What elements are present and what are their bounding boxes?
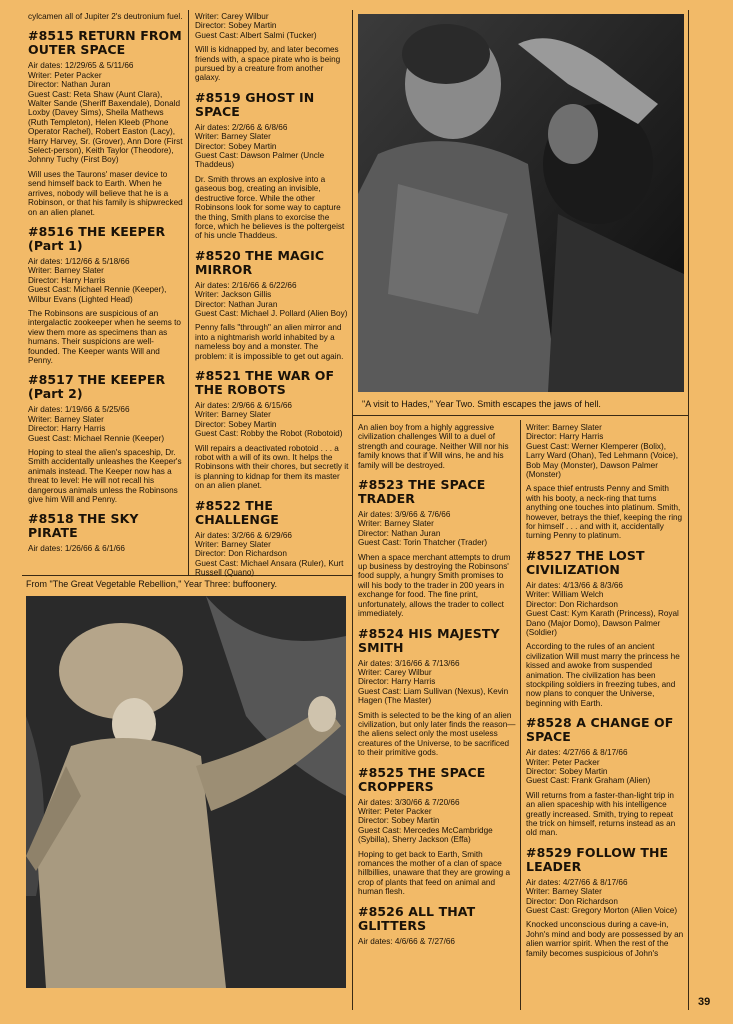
air-dates: Air dates: 3/30/66 & 7/20/66 [358,797,460,807]
synopsis: Hoping to steal the alien's spaceship, Dr. Smith accidentally unleashes the Keeper's animals instead. The Keeper now has a threat to level: He will not recall his dangerous animals unless the Robinsons give him Will and Penny. [28,448,182,505]
director: Director: Harry Harris [28,275,106,285]
air-dates: Air dates: 2/2/66 & 6/8/66 [195,122,288,132]
episode-title: #8519 GHOST IN SPACE [195,89,315,119]
column-1 [28,12,184,554]
caption-rule [352,415,688,416]
synopsis: The Robinsons are suspicious of an intergalactic zookeeper when he seems to view them more as specimens than as humans. Their suspicions are well-founded. The Keeper wants Will and Penny. [28,308,181,365]
guest-cast: Guest Cast: Reta Shaw (Aunt Clara), Walter Sande (Sheriff Baxendale), Donald Loxby (Davey Sims), Sheila Mathews (Ruth Templeton), Helen Kleeb (Phone Operator Rachel), Robert Easton (Lacy), Harry Harvey, Sr. (Grover), Ann Dore (First Select-person), Keith Taylor (Theodore), Johnny Tuchy (First Boy) [28,89,183,165]
writer: Writer: Barney Slater [526,423,602,432]
synopsis: Dr. Smith throws an explosive into a gaseous bog, creating an invisible, destructive force. While the other Robinsons look for some way to capture the thing, Smith plans to exorcise the force, which he believes is the poltergeist of his uncle Thaddeus. [195,174,345,241]
column-3 [358,423,516,946]
episode-title: #8525 THE SPACE CROPPERS [358,764,486,794]
writer: Writer: Barney Slater [195,540,271,550]
guest-cast: Guest Cast: Robby the Robot (Robotoid) [195,429,343,439]
guest-cast: Guest Cast: Albert Salmi (Tucker) [195,30,317,40]
director: Director: Don Richardson [526,896,618,906]
air-dates: Air dates: 4/6/66 & 7/27/66 [358,936,455,946]
director: Director: Nathan Juran [358,528,441,538]
synopsis: Hoping to get back to Earth, Smith romances the mother of a clan of space hillbillies, unaware that they are growing a crop of plants that feed on animal and human flesh. [358,849,511,897]
episode-title: #8524 HIS MAJESTY SMITH [358,625,500,655]
writer: Writer: Jackson Gillis [195,290,272,300]
synopsis: Will is kidnapped by, and later becomes friends with, a space pirate who is being pursued by a creature from another galaxy. [195,45,341,83]
director: Director: Sobey Martin [195,21,277,31]
air-dates: Air dates: 3/2/66 & 6/29/66 [195,530,292,540]
writer: Writer: Barney Slater [358,519,434,529]
synopsis: Will repairs a deactivated robotoid . . . a robot with a will of its own. It helps the Robinsons with their chores, but secretly it is planning to kidnap for them its master on an alien planet. [195,443,349,491]
episode-entry [358,766,516,897]
guest-cast: Guest Cast: Frank Graham (Alien) [526,776,651,786]
air-dates: Air dates: 2/16/66 & 6/22/66 [195,280,297,290]
synopsis: When a space merchant attempts to drum up business by destroying the Robinsons' food supply, a hungry Smith promises to will his body to the trader in 200 years in exchange for food. The fine print, unfortunately, allows the trader to collect immediately. [358,552,511,619]
writer: Writer: Peter Packer [526,757,600,767]
episode-title: #8515 RETURN FROM OUTER SPACE [28,28,182,58]
director: Director: Nathan Juran [28,80,111,90]
page-number: 39 [698,996,711,1008]
episode-entry [28,225,184,365]
episode-title: #8521 THE WAR OF THE ROBOTS [195,367,335,397]
guest-cast: Guest Cast: Mercedes McCambridge (Sybilla), Sherry Jackson (Effa) [358,825,493,845]
photo-vegetable [26,596,346,988]
column-2 [195,12,349,578]
episode-entry [195,249,349,361]
column-4 [526,423,684,958]
guest-cast: Guest Cast: Michael Ansara (Ruler), Kurt Russell (Quano) [195,558,344,578]
air-dates: Air dates: 4/13/66 & 8/3/66 [526,580,623,590]
writer: Writer: Carey Wilbur [195,12,269,21]
director: Director: Harry Harris [526,432,604,442]
episode-entry [526,716,684,838]
photo-hades [358,14,684,392]
guest-cast: Guest Cast: Gregory Morton (Alien Voice) [526,906,678,916]
episode-entry [28,373,184,504]
director: Director: Sobey Martin [358,816,440,826]
guest-cast: Guest Cast: Torin Thatcher (Trader) [358,538,488,548]
writer: Writer: Peter Packer [358,806,432,816]
guest-cast: Guest Cast: Michael J. Pollard (Alien Boy) [195,308,348,318]
guest-cast: Guest Cast: Kym Karath (Princess), Royal Dano (Major Domo), Dawson Palmer (Soldier) [526,609,679,637]
guest-cast: Guest Cast: Dawson Palmer (Uncle Thaddeus) [195,151,325,170]
synopsis: Penny falls "through" an alien mirror and into a nightmarish world inhabited by a nameless boy and a monster. The problem: it is impossible to get out again. [195,323,344,361]
episode-entry [28,29,184,217]
synopsis: According to the rules of an ancient civilization Will must marry the princess he kissed and awoke from suspended animation. The civilization has been stockpiling soldiers in freezing tubes, and now plans to conquer the Universe, beginning with Earth. [526,642,680,708]
air-dates: Air dates: 12/29/65 & 5/11/66 [28,61,134,71]
episode-title: #8527 THE LOST CIVILIZATION [526,547,645,577]
air-dates: Air dates: 1/12/66 & 5/18/66 [28,256,130,266]
writer: Writer: Barney Slater [28,414,104,424]
photo-vegetable-caption: From "The Great Vegetable Rebellion," Year Three: buffoonery. [26,579,278,589]
guest-cast: Guest Cast: Michael Rennie (Keeper), Wilbur Evans (Lighted Head) [28,285,167,304]
writer: Writer: Barney Slater [195,132,271,142]
episode-title: #8516 THE KEEPER (Part 1) [28,223,166,253]
photo-hades-caption: "A visit to Hades," Year Two. Smith escapes the jaws of hell. [362,399,601,409]
column-rule [352,10,353,1010]
episode-title: #8517 THE KEEPER (Part 2) [28,372,166,402]
guest-cast: Guest Cast: Werner Klemperer (Bolix), Larry Ward (Ohan), Ted Lehmann (Voice), Bob May (Monster), Dawson Palmer (Monster) [526,441,678,480]
episode-title: #8526 ALL THAT GLITTERS [358,903,476,933]
guest-cast: Guest Cast: Liam Sullivan (Nexus), Kevin Hagen (The Master) [358,686,509,706]
director: Director: Harry Harris [28,424,106,434]
episode-entry [195,499,349,578]
director: Director: Sobey Martin [195,419,277,429]
air-dates: Air dates: 4/27/66 & 8/17/66 [526,748,628,758]
continued-text: cylcamen all of Jupiter 2's deutronium fuel. [28,12,183,21]
column-rule [188,10,189,575]
air-dates: Air dates: 2/9/66 & 6/15/66 [195,400,292,410]
episode-entry [195,369,349,491]
episode-title: #8528 A CHANGE OF SPACE [526,715,674,745]
synopsis: A space thief entrusts Penny and Smith with his booty, a neck-ring that turns anything one touches into platinum. Smith, however, betrays the thief, keeping the ring for himself . . . and with it, accidentally turning Penny to platinum. [526,484,683,541]
synopsis: An alien boy from a highly aggressive civilization challenges Will to a duel of strength and courage. Neither Will nor his family knows that if Will wins, he and his family will be destroyed. [358,423,509,470]
episode-title: #8523 THE SPACE TRADER [358,477,486,507]
director: Director: Sobey Martin [195,141,277,151]
episode-title: #8529 FOLLOW THE LEADER [526,844,669,874]
air-dates: Air dates: 1/26/66 & 6/1/66 [28,544,125,554]
episode-title: #8518 THE SKY PIRATE [28,511,139,541]
episode-title: #8522 THE CHALLENGE [195,497,279,527]
synopsis: Knocked unconscious during a cave-in, John's mind and body are possessed by an alien warrior spirit. When the rest of the family becomes suspicious of John's [526,920,684,958]
writer: Writer: Barney Slater [526,887,602,897]
episode-entry [358,627,516,758]
writer: Writer: Peter Packer [28,70,102,80]
synopsis: Will uses the Taurons' maser device to send himself back to Earth. When he arrives, nobody will believe that he is a Robinson, or that his family is shipwrecked on an alien planet. [28,169,183,217]
air-dates: Air dates: 4/27/66 & 8/17/66 [526,877,628,887]
photo-vegetable-image [26,596,346,988]
synopsis: Will returns from a faster-than-light trip in an alien spaceship with his intelligence greatly increased. Smith, trying to repeat the trick on himself, returns instead as an old man. [526,790,676,838]
air-dates: Air dates: 3/16/66 & 7/13/66 [358,658,460,668]
director: Director: Harry Harris [358,677,436,687]
writer: Writer: William Welch [526,590,604,600]
writer: Writer: Barney Slater [195,410,271,420]
episode-title: #8520 THE MAGIC MIRROR [195,247,325,277]
director: Director: Sobey Martin [526,766,608,776]
writer: Writer: Carey Wilbur [358,667,432,677]
episode-entry [28,512,184,553]
director: Director: Don Richardson [526,599,618,609]
synopsis: Smith is selected to be the king of an alien civilization, but only later finds the reason—the aliens select only the most useless creatures of the Universe, to be sacrificed to their primitive gods. [358,710,516,758]
episode-entry [526,846,684,958]
air-dates: Air dates: 3/9/66 & 7/6/66 [358,510,451,520]
writer: Writer: Barney Slater [28,266,104,276]
column-rule [688,10,689,1010]
director: Director: Nathan Juran [195,299,278,309]
director: Director: Don Richardson [195,549,287,559]
episode-entry [358,478,516,618]
air-dates: Air dates: 1/19/66 & 5/25/66 [28,405,130,415]
column-rule [520,420,521,1010]
episode-entry [526,549,684,708]
episode-entry [195,91,349,241]
photo-hades-image [358,14,684,392]
guest-cast: Guest Cast: Michael Rennie (Keeper) [28,433,165,443]
episode-entry [358,905,516,946]
